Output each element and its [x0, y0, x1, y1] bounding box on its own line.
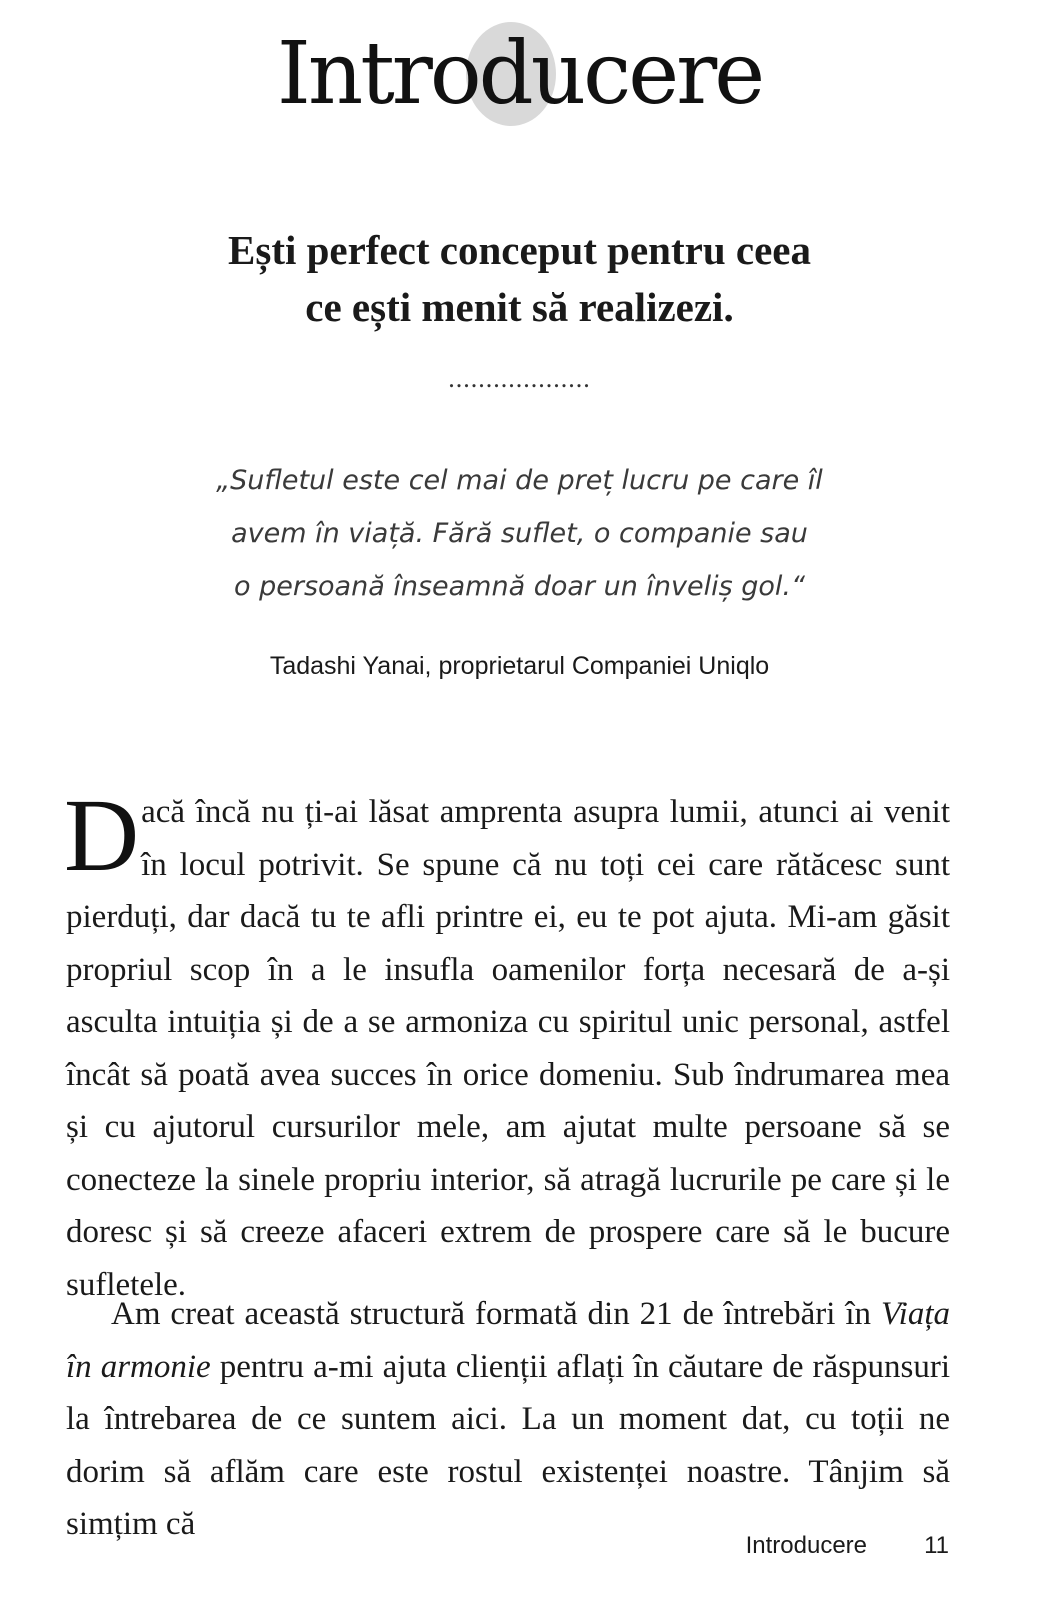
paragraph-2-text-start: Am creat această structură formată din 21 de întrebări în	[111, 1296, 881, 1332]
epigraph-heading	[0, 222, 1039, 336]
chapter-title: Introducere	[276, 24, 763, 124]
page-number: 11	[924, 1532, 949, 1559]
quote-author: Tadashi Yanai, proprietarul Companiei Uniqlo	[269, 652, 770, 680]
dotted-divider: ...................	[448, 364, 591, 393]
epigraph-heading-line-1: Ești perfect conceput pentru ceea	[228, 227, 811, 273]
book-title-italic: Viața în armonie	[66, 1296, 950, 1385]
drop-cap: D	[64, 778, 140, 893]
quote-line: avem în viață. Fără suflet, o companie sau	[231, 518, 808, 549]
chapter-title-block	[0, 14, 1039, 134]
quote-line: o persoană înseamnă doar un înveliș gol.“	[234, 571, 805, 602]
body-paragraph-2	[66, 1288, 950, 1551]
epigraph-heading-line-2: ce ești menit să realizezi.	[305, 284, 734, 330]
quote-line: „Sufletul este cel mai de preț lucru pe care îl	[216, 465, 823, 496]
body-paragraph-1	[64, 778, 950, 1311]
running-head: Introducere	[745, 1532, 867, 1559]
paragraph-1-text: acă încă nu ți-ai lăsat amprenta asupra lumii, atunci ai venit în locul potrivit. Se spune că nu toți cei care rătăcesc sunt pierduți, dar dacă tu te afli printre ei, eu te pot ajuta. Mi-am găsit propriul scop în a le insufla oamenilor forța necesară de a-și asculta intuiția și de a se armoniza cu spiritul unic personal, astfel încât să poată avea succes în orice domeniu. Sub îndrumarea mea și cu ajutorul cursurilor mele, am ajutat multe persoane să se conecteze la sinele propriu interior, să atragă lucrurile pe care și le doresc și să creeze afaceri extrem de prospere care să le bucure sufletele.	[66, 794, 950, 1303]
paragraph-2-text-end: pentru a-mi ajuta clienții aflați în căutare de răspunsuri la întrebarea de ce suntem aici. La un moment dat, cu toții ne dorim să aflăm care este rostul existenței noastre. Tânjim să simțim că	[66, 1348, 950, 1542]
epigraph-quote	[0, 454, 1039, 613]
page-footer	[0, 1528, 1039, 1564]
